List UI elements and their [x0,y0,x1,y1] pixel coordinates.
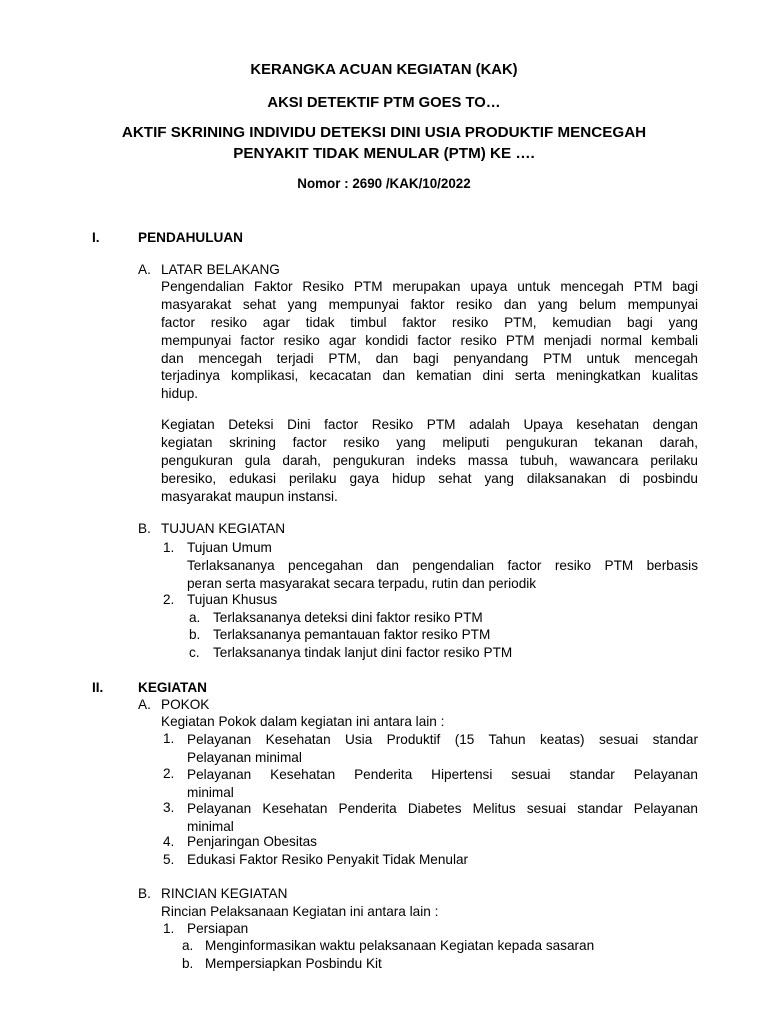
paragraph-line: hidup. [161,386,199,402]
persiapan-item-label: b. [182,956,194,971]
subsection-a-label: A. [138,262,151,277]
section-1-title: PENDAHULUAN [138,230,243,245]
goal-1-title: Tujuan Umum [187,540,272,555]
paragraph-line: Pelayanan Kesehatan Penderita Hipertensi sesuai standar Pelayanan [187,767,698,782]
paragraph-line: peran serta masyarakat secara terpadu, rutin dan periodik [187,575,537,591]
pokok-item-number: 3. [163,800,175,815]
pokok-item-number: 2. [163,766,175,781]
latar-belakang-paragraph-2 [161,416,698,505]
pokok-item-number: 5. [163,852,175,867]
persiapan-item-label: a. [182,938,194,953]
section-2-numeral: II. [92,680,104,695]
goal-2-item-label: c. [189,645,200,660]
subsection-rincian-title: RINCIAN KEGIATAN [161,886,288,901]
paragraph-line: factor resiko agar tidak timbul faktor resiko PTM, kemudian bagi yang [161,314,698,330]
pokok-item-text: Edukasi Faktor Resiko Penyakit Tidak Menular [187,852,469,867]
document-subtitle: AKSI DETEKTIF PTM GOES TO… [267,95,501,111]
subsection-latar-belakang-title: LATAR BELAKANG [161,262,280,277]
pokok-item-text [187,800,698,836]
document-topic-line-2: PENYAKIT TIDAK MENULAR (PTM) KE …. [233,145,535,162]
paragraph-line: masyarakat maupun instansi. [161,488,338,504]
paragraph-line: Pelayanan minimal [187,749,302,765]
paragraph-line: minimal [187,784,234,800]
subsection-b-label: B. [138,886,151,901]
paragraph-line: dan mencegah terjadi PTM, dan bagi penyandang PTM untuk mencegah [161,350,698,366]
pokok-intro: Kegiatan Pokok dalam kegiatan ini antara lain : [161,714,445,729]
paragraph-line: pengukuran gula darah, pengukuran indeks massa tubuh, wawancara perilaku [161,452,698,468]
latar-belakang-paragraph-1 [161,278,698,403]
rincian-intro: Rincian Pelaksanaan Kegiatan ini antara lain : [161,904,439,919]
persiapan-item-text: Menginformasikan waktu pelaksanaan Kegiatan kepada sasaran [205,938,595,953]
goal-2-title: Tujuan Khusus [187,592,278,607]
paragraph-line: Pengendalian Faktor Resiko PTM merupakan upaya untuk mencegah PTM bagi [161,279,698,294]
goal-2-number: 2. [163,592,175,607]
paragraph-line: Pelayanan Kesehatan Penderita Diabetes Melitus sesuai standar Pelayanan [187,801,698,816]
rincian-item-number: 1. [163,921,175,936]
paragraph-line: kegiatan skrining factor resiko yang meliputi pengukuran tekanan darah, [161,434,698,450]
paragraph-line: beresiko, edukasi perilaku gaya hidup sehat yang dilaksanakan di posbindu [161,470,698,486]
paragraph-line: minimal [187,818,234,834]
subsection-a-label: A. [138,697,151,712]
subsection-tujuan-title: TUJUAN KEGIATAN [161,521,286,536]
persiapan-item-text: Mempersiapkan Posbindu Kit [205,956,382,971]
goal-2-item-text: Terlaksananya deteksi dini faktor resiko PTM [213,610,483,625]
pokok-item-number: 1. [163,731,175,746]
paragraph-line: terjadinya komplikasi, kecacatan dan kematian dini serta meningkatkan kualitas [161,368,698,384]
paragraph-line: Terlaksananya pencegahan dan pengendalian factor resiko PTM berbasis [187,558,698,573]
goal-2-item-text: Terlaksananya pemantauan faktor resiko PTM [213,627,491,642]
goal-1-text [187,557,698,593]
paragraph-line: mempunyai factor resiko agar kondidi factor resiko PTM menjadi normal kembali [161,332,698,348]
subsection-pokok-title: POKOK [161,697,210,712]
paragraph-line: Pelayanan Kesehatan Usia Produktif (15 Tahun keatas) sesuai standar [187,732,698,747]
pokok-item-number: 4. [163,834,175,849]
rincian-item-title: Persiapan [187,921,249,936]
section-2-title: KEGIATAN [138,680,207,695]
paragraph-line: masyarakat sehat yang mempunyai faktor resiko dan yang belum mempunyai [161,296,698,312]
section-1-numeral: I. [92,230,100,245]
goal-2-item-label: a. [189,610,201,625]
pokok-item-text: Penjaringan Obesitas [187,834,317,849]
pokok-item-text [187,731,698,767]
goal-2-item-label: b. [189,627,201,642]
goal-2-item-text: Terlaksananya tindak lanjut dini factor resiko PTM [213,645,513,660]
subsection-b-label: B. [138,521,151,536]
document-number: Nomor : 2690 /KAK/10/2022 [297,176,471,191]
paragraph-line: Kegiatan Deteksi Dini factor Resiko PTM adalah Upaya kesehatan dengan [161,417,698,432]
goal-1-number: 1. [163,540,175,555]
pokok-item-text [187,766,698,802]
document-topic-line-1: AKTIF SKRINING INDIVIDU DETEKSI DINI USIA PRODUKTIF MENCEGAH [121,124,647,141]
document-title: KERANGKA ACUAN KEGIATAN (KAK) [250,62,518,78]
